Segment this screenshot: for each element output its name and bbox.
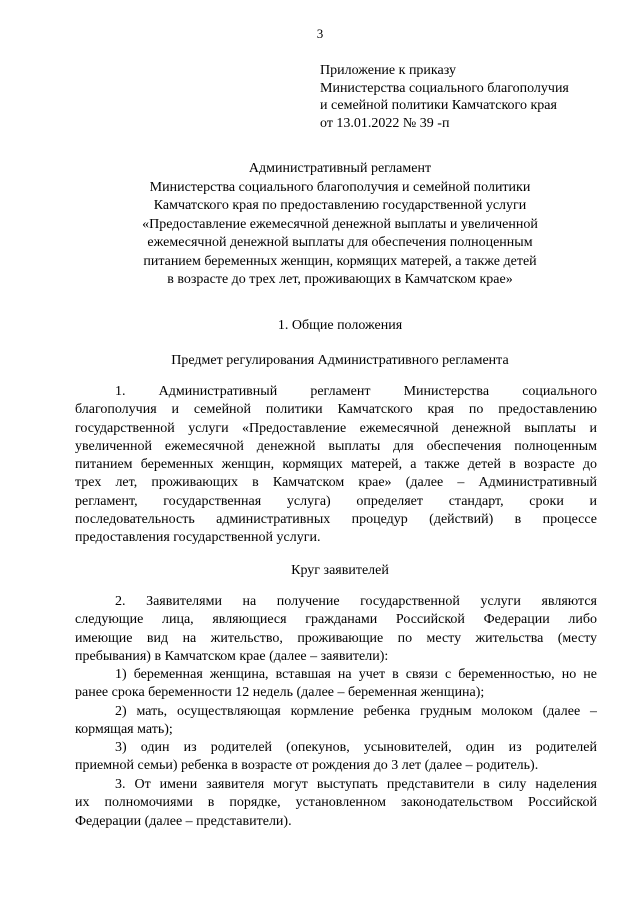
paragraph-line: их полномочиями в порядке, установленном законодательством Российской [75,795,597,811]
paragraph-line: ранее срока беременности 12 недель (далее – беременная женщина); [75,685,485,701]
paragraph-line: благополучия и семейной политики Камчатского края по предоставлению [75,402,597,418]
title-line: ежемесячной денежной выплаты для обеспечения полноценным [147,235,533,250]
paragraph-line: трех лет, проживающих в Камчатском крае» (далее – Административный [75,475,597,491]
list-item-2 [75,703,597,740]
paragraph-line: Федерации (далее – представители). [75,813,292,829]
paragraph-2 [75,593,597,666]
section-heading-general: 1. Общие положения [277,318,403,333]
section-heading-applicants: Круг заявителей [291,563,389,578]
paragraph-line: 2. Заявителями на получение государственной услуги являются [115,594,597,609]
title-line: «Предоставление ежемесячной денежной выплаты и увеличенной [142,216,538,232]
paragraph-1 [75,383,597,548]
page-number: 3 [316,26,324,41]
appendix-line: Приложение к приказу [320,63,456,78]
appendix-line: Министерства социального благополучия [320,80,569,96]
paragraph-line: следующие лица, являющиеся гражданами Российской Федерации либо [75,612,597,628]
paragraph-line: государственной услуги «Предоставление ежемесячной денежной выплаты и [75,420,597,436]
paragraph-line: предоставления государственной услуги. [75,530,321,546]
appendix-line: от 13.01.2022 № 39 -п [320,115,450,131]
paragraph-line: 2) мать, осуществляющая кормление ребенка грудным молоком (далее – [115,704,597,719]
paragraph-line: 3. От имени заявителя могут выступать представители в силу наделения [115,777,597,792]
title-line: Камчатского края по предоставлению государственной услуги [153,198,527,213]
list-item-1 [75,666,597,703]
paragraph-line: увеличенной ежемесячной денежной выплаты для обеспечения полноценным [75,438,597,454]
paragraph-line: последовательность административных процедур (действий) в процессе [75,512,597,528]
appendix-line: и семейной политики Камчатского края [320,98,557,113]
paragraph-line: приемной семьи) ребенка в возрасте от рождения до 3 лет (далее – родитель). [75,758,539,774]
paragraph-line: регламент, государственная услуга) определяет стандарт, сроки и [75,493,597,509]
paragraph-3 [75,776,597,831]
title-line: питанием беременных женщин, кормящих матерей, а также детей [143,253,537,269]
appendix-header [320,62,620,132]
document-title [80,160,600,290]
title-line: Административный регламент [248,161,432,176]
paragraph-line: кормящая мать); [75,722,173,738]
paragraph-line: питанием беременных женщин, кормящих матерей, а также детей в возрасте до [75,457,597,473]
paragraph-line: имеющие вид на жительство, проживающие по месту жительства (месту [75,630,597,646]
paragraph-line: пребывания) в Камчатском крае (далее – заявители): [75,648,389,664]
title-line: Министерства социального благополучия и семейной политики [149,179,531,195]
section-heading-subject: Предмет регулирования Административного регламента [171,353,509,368]
title-line: в возрасте до трех лет, проживающих в Камчатском крае» [167,272,513,287]
paragraph-line: 1) беременная женщина, вставшая на учет в связи с беременностью, но не [115,667,597,682]
list-item-3 [75,739,597,776]
paragraph-line: 3) один из родителей (опекунов, усыновителей, один из родителей [115,740,597,755]
paragraph-line: 1. Административный регламент Министерства социального [115,384,597,399]
